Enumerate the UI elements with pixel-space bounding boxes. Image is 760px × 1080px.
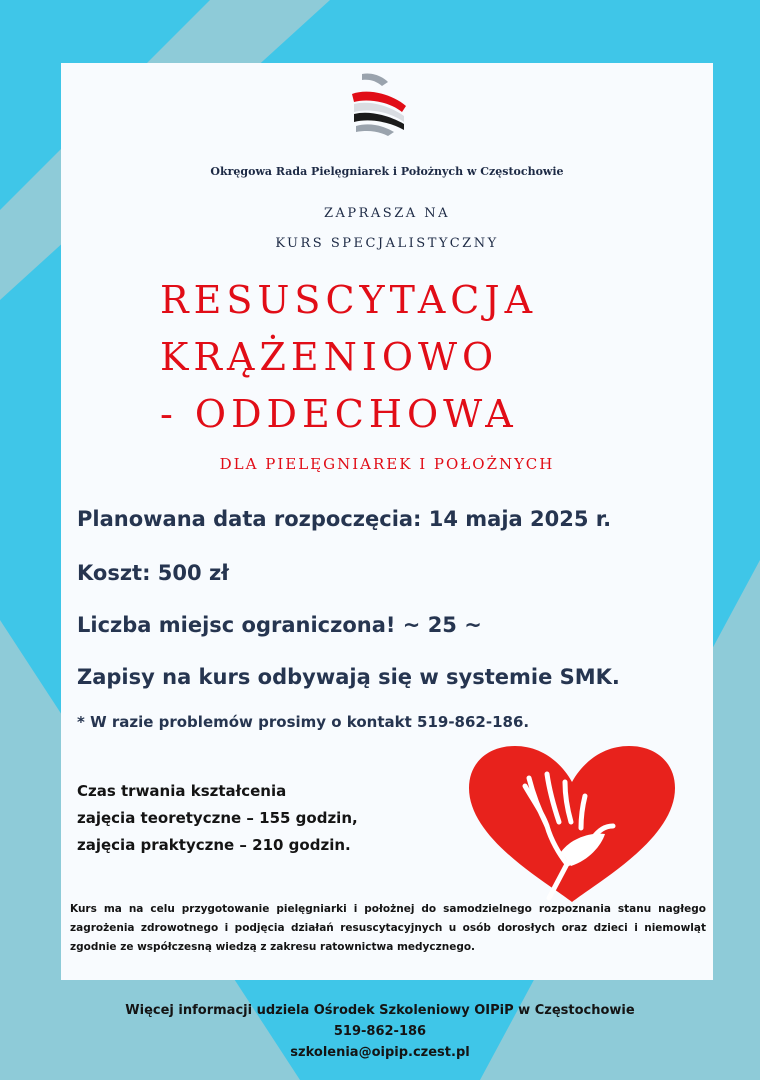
org-logo-icon	[348, 70, 410, 136]
course-type-line: KURS SPECJALISTYCZNY	[275, 236, 499, 251]
duration-theory: zajęcia teoretyczne – 155 godzin,	[77, 809, 358, 827]
heart-hand-icon	[463, 742, 681, 904]
registration-info: Zapisy na kurs odbywają się w systemie SMK.	[77, 665, 620, 689]
duration-block	[77, 778, 358, 859]
course-title-line-1: RESUSCYTACJA	[160, 278, 538, 322]
duration-heading: Czas trwania kształcenia	[77, 782, 287, 800]
course-cost: Koszt: 500 zł	[77, 561, 229, 585]
duration-practice: zajęcia praktyczne – 210 godzin.	[77, 836, 351, 854]
footer-email[interactable]: szkolenia@oipip.czest.pl	[290, 1045, 470, 1060]
contact-note: * W razie problemów prosimy o kontakt 519-862-186.	[77, 713, 530, 731]
course-title-line-3: - ODDECHOWA	[160, 392, 518, 436]
invite-line: ZAPRASZA NA	[323, 206, 451, 221]
organization-name: Okręgowa Rada Pielęgniarek i Położnych w Częstochowie	[210, 165, 564, 178]
footer-phone: 519-862-186	[333, 1024, 427, 1039]
footer-info: Więcej informacji udziela Ośrodek Szkoleniowy OIPiP w Częstochowie	[125, 1003, 635, 1018]
course-subtitle: DLA PIELĘGNIAREK I POŁOŻNYCH	[219, 455, 555, 473]
course-title-line-2: KRĄŻENIOWO	[160, 335, 499, 379]
start-date: Planowana data rozpoczęcia: 14 maja 2025 r.	[77, 507, 612, 531]
course-description: Kurs ma na celu przygotowanie pielęgniarki i położnej do samodzielnego rozpoznania stanu nagłego zagrożenia zdrowotnego i podjęcia działań resuscytacyjnych u osób dorosłych oraz dzieci i niemowląt zgodnie ze współczesną wiedzą z zakresu ratownictwa medycznego.	[70, 903, 706, 953]
seat-limit: Liczba miejsc ograniczona! ~ 25 ~	[77, 613, 482, 637]
